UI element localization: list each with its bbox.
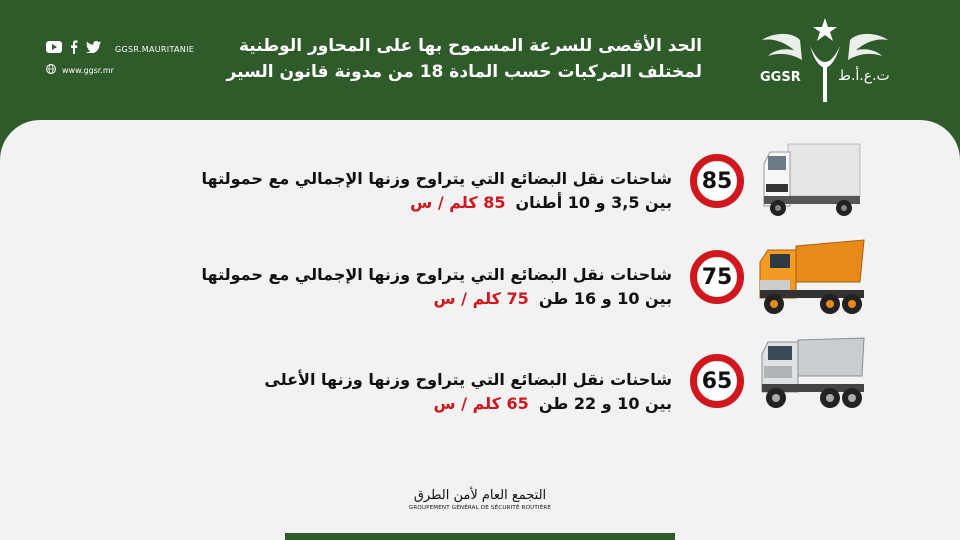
social-handle: GGSR.MAURITANIE bbox=[115, 44, 195, 54]
footer-french: GROUPEMENT GÉNÉRAL DE SÉCURITÉ ROUTIÈRE bbox=[408, 505, 552, 511]
footer-organization bbox=[380, 488, 580, 511]
logo-arabic: ت.ع.أ.ط bbox=[838, 68, 890, 84]
orange-dump-truck-image bbox=[756, 236, 860, 318]
row-75-speed: 75 كلم / س bbox=[433, 289, 529, 308]
row-65-line1: شاحنات نقل البضائع التي يتراوح وزنها وزنها الأعلى bbox=[264, 370, 672, 389]
box-truck-image bbox=[760, 140, 864, 222]
title-line-2: لمختلف المركبات حسب المادة 18 من مدونة قانون السير bbox=[226, 62, 702, 82]
twitter-icon[interactable] bbox=[86, 41, 101, 57]
page-title bbox=[182, 33, 702, 85]
title-line-1: الحد الأقصى للسرعة المسموح بها على المحاور الوطنية bbox=[238, 36, 702, 56]
row-65-description bbox=[112, 368, 672, 416]
row-85-description bbox=[112, 167, 672, 215]
row-85-line1: شاحنات نقل البضائع التي يتراوح وزنها الإجمالي مع حمولتها bbox=[201, 169, 672, 188]
speed-limit-sign-75: 75 bbox=[690, 250, 744, 304]
website-url[interactable]: www.ggsr.mr bbox=[62, 65, 114, 75]
social-links bbox=[46, 40, 194, 58]
footer-arabic: التجمع العام لأمن الطرق bbox=[413, 488, 547, 503]
globe-icon bbox=[46, 64, 56, 76]
bottom-bar bbox=[285, 533, 675, 540]
facebook-icon[interactable] bbox=[70, 40, 78, 58]
ggsr-logo bbox=[760, 18, 890, 104]
row-75-description bbox=[112, 263, 672, 311]
row-75-line2: بين 10 و 16 طن bbox=[538, 289, 672, 308]
logo-latin: GGSR bbox=[760, 70, 801, 85]
speed-limit-sign-65: 65 bbox=[690, 354, 744, 408]
grey-dump-truck-image bbox=[758, 332, 862, 414]
youtube-icon[interactable] bbox=[46, 41, 62, 57]
row-65-line2: بين 10 و 22 طن bbox=[538, 394, 672, 413]
row-65-speed: 65 كلم / س bbox=[433, 394, 529, 413]
row-85-speed: 85 كلم / س bbox=[410, 193, 506, 212]
website-row bbox=[46, 64, 114, 76]
speed-limit-sign-85: 85 bbox=[690, 154, 744, 208]
row-75-line1: شاحنات نقل البضائع التي يتراوح وزنها الإجمالي مع حمولتها bbox=[201, 265, 672, 284]
row-85-line2: بين 3,5 و 10 أطنان bbox=[515, 193, 672, 212]
